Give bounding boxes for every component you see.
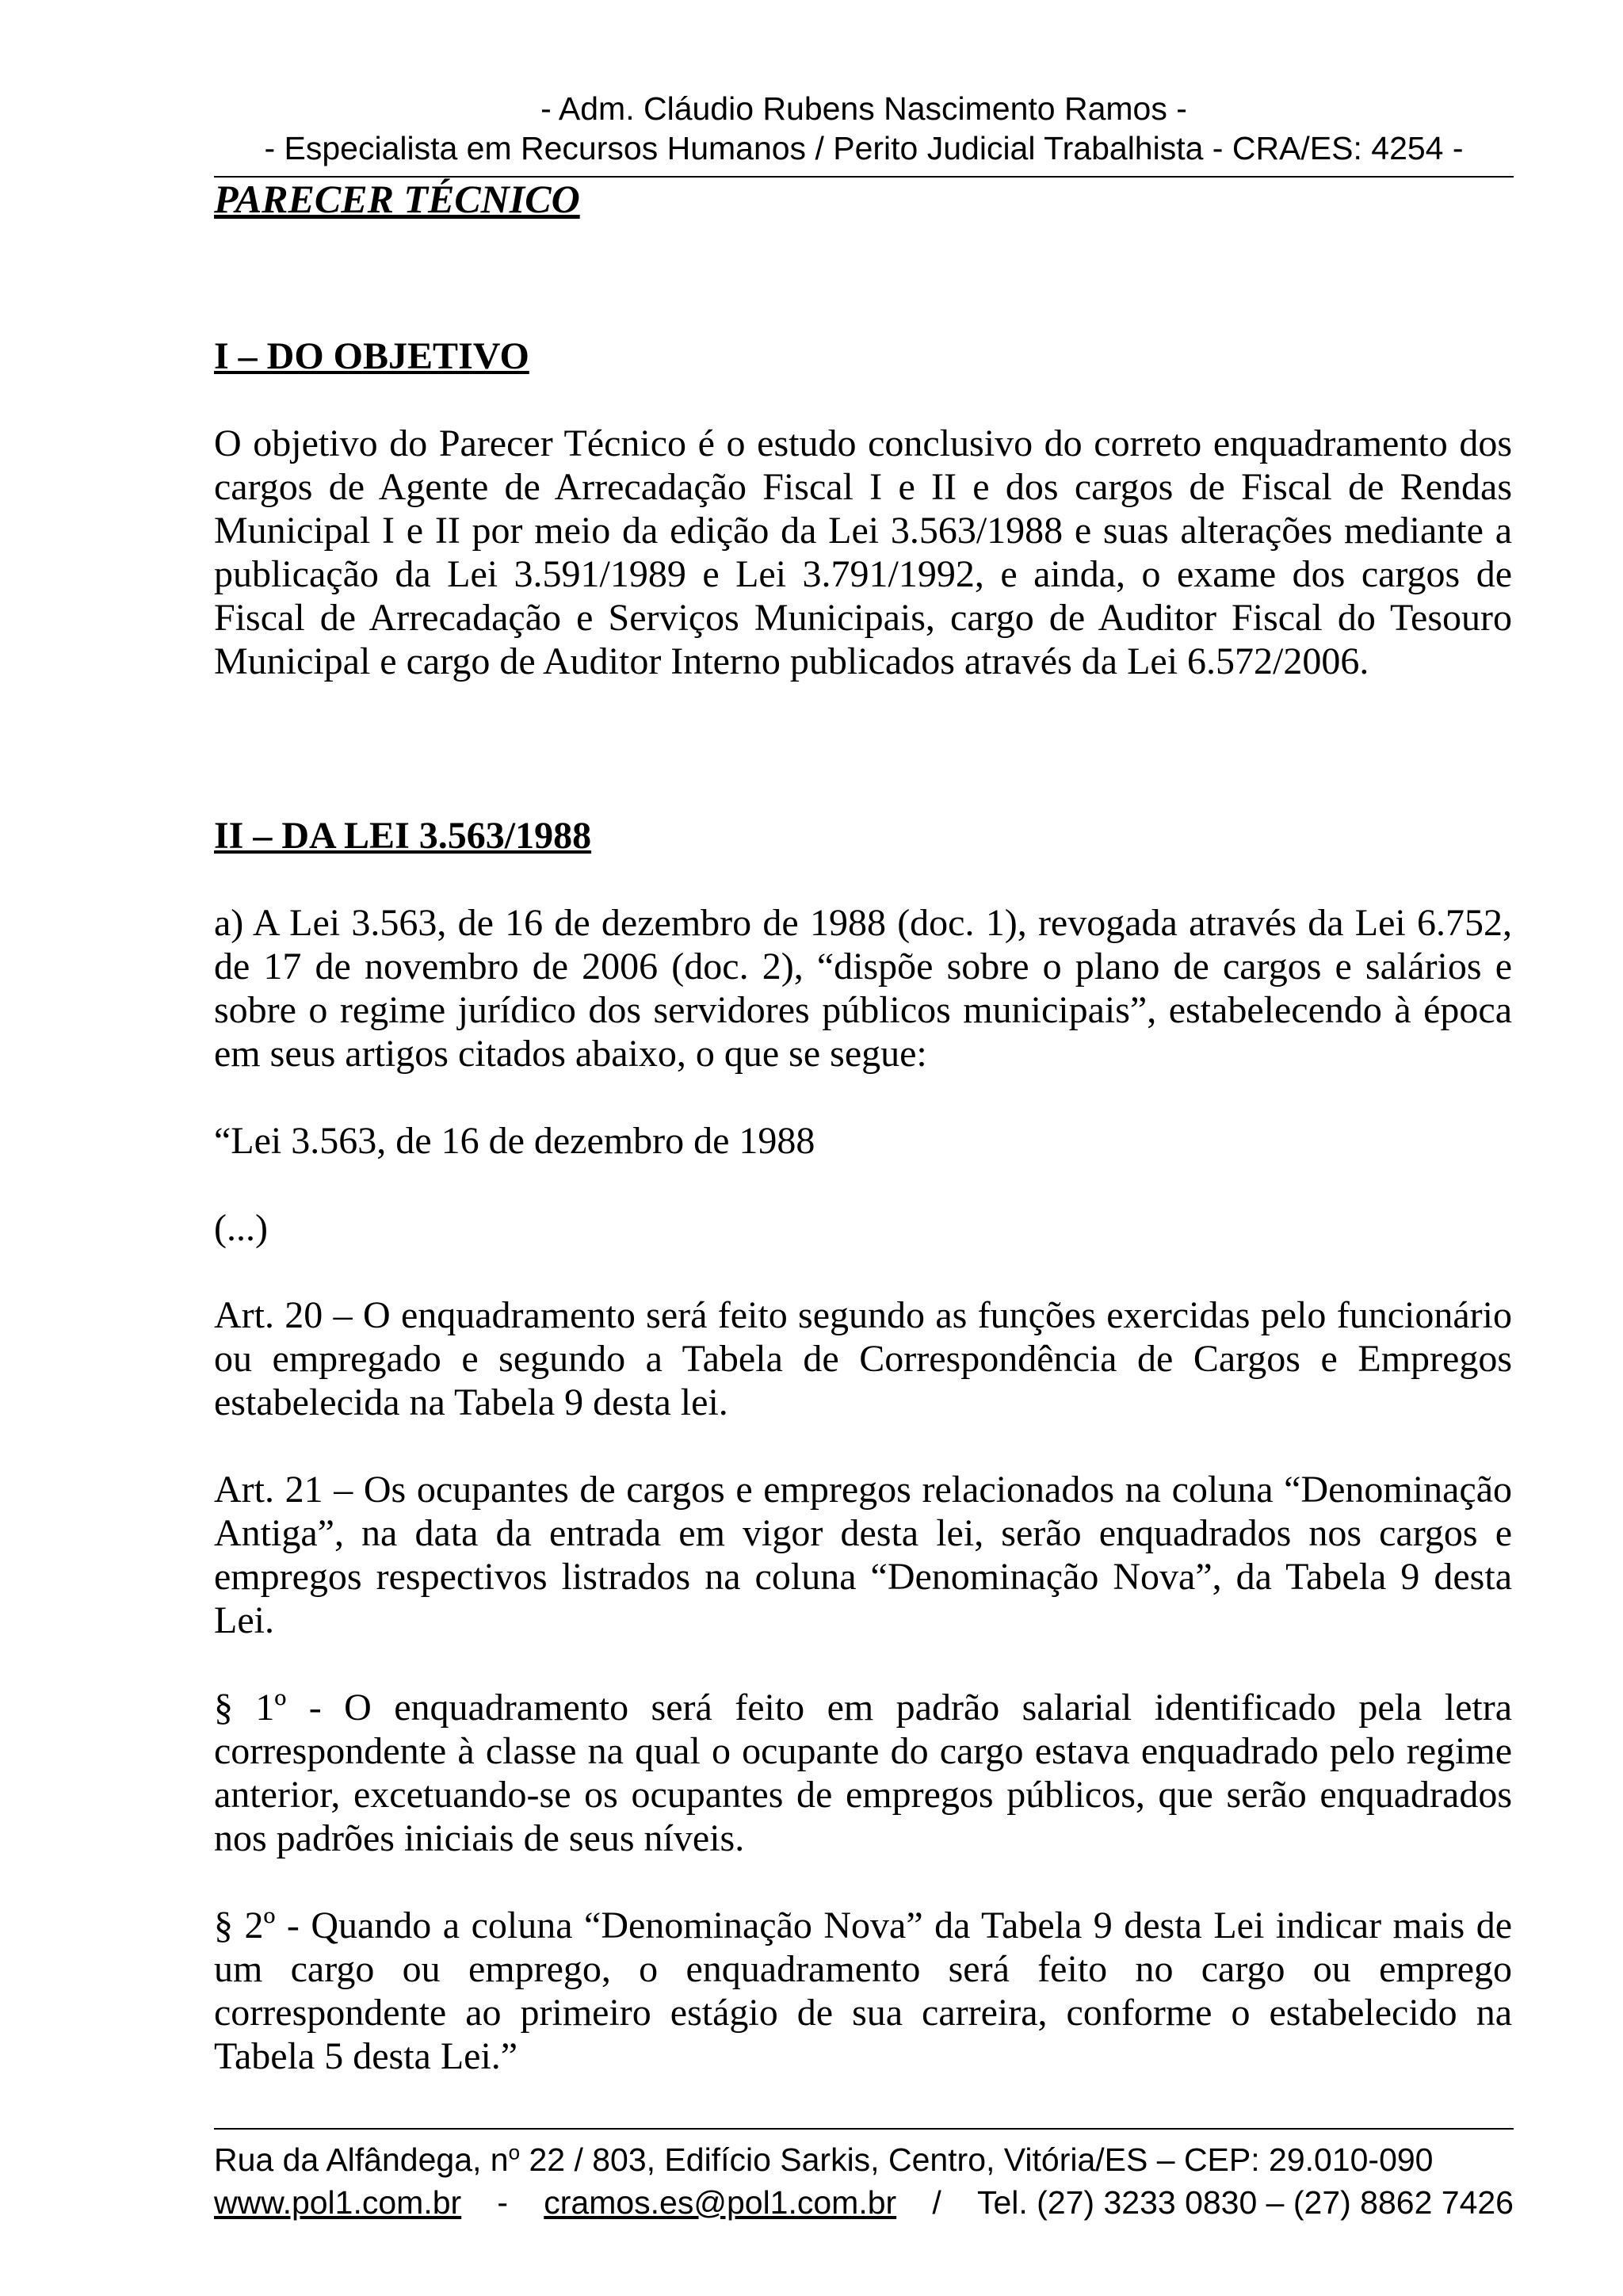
footer-contacts — [214, 2181, 1514, 2224]
article-21: Art. 21 – Os ocupantes de cargos e empregos relacionados na coluna “Denominação Antiga”, na data da entrada em vigor desta lei, serão enquadrados nos cargos e empregos respectivos listrados na coluna “Denominação Nova”, da Tabela 9 desta Lei. — [214, 1469, 1512, 1641]
phone-numbers: Tel. (27) 3233 0830 – (27) 8862 7426 — [976, 2184, 1514, 2221]
document-title: PARECER TÉCNICO — [214, 177, 580, 221]
paragraph-a: a) A Lei 3.563, de 16 de dezembro de 1988 (doc. 1), revogada através da Lei 6.752, de 17 de novembro de 2006 (doc. 2), “dispõe sobre o plano de cargos e salários e sobre o regime jurídico dos servidores públicos municipais”, estabelecendo à época em seus artigos citados abaixo, o que se segue: — [214, 902, 1512, 1075]
paragraph-1: § 1º - O enquadramento será feito em padrão salarial identificado pela letra correspondente à classe na qual o ocupante do cargo estava enquadrado pelo regime anterior, excetuando-se os ocupantes de empregos públicos, que serão enquadrados nos padrões iniciais de seus níveis. — [214, 1687, 1512, 1859]
section-heading-objetivo: I – DO OBJETIVO — [214, 335, 529, 377]
objetivo-paragraph: O objetivo do Parecer Técnico é o estudo conclusivo do correto enquadramento dos cargos de Agente de Arrecadação Fiscal I e II e dos cargos de Fiscal de Rendas Municipal I e II por meio da edição da Lei 3.563/1988 e suas alterações mediante a publicação da Lei 3.591/1989 e Lei 3.791/1992, e ainda, o exame dos cargos de Fiscal de Arrecadação e Serviços Municipais, cargo de Auditor Fiscal do Tesouro Municipal e cargo de Auditor Interno publicados através da Lei 6.572/2006. — [214, 422, 1512, 682]
address-street: Rua da Alfândega, n — [214, 2141, 509, 2178]
document-body — [214, 334, 1512, 2078]
letterhead-name: - Adm. Cláudio Rubens Nascimento Ramos - — [540, 90, 1187, 127]
section-heading-lei: II – DA LEI 3.563/1988 — [214, 815, 592, 857]
footer-divider — [214, 2128, 1514, 2130]
article-20: Art. 20 – O enquadramento será feito segundo as funções exercidas pelo funcionário ou empregado e segundo a Tabela de Correspondência de Cargos e Empregos estabelecida na Tabela 9 desta lei. — [214, 1294, 1512, 1423]
letterhead-credentials: - Especialista em Recursos Humanos / Perito Judicial Trabalhista - CRA/ES: 4254 - — [264, 130, 1464, 166]
letterhead — [214, 89, 1514, 168]
number-sign-superscript: o — [508, 2140, 521, 2164]
footer — [214, 2138, 1514, 2224]
quote-title: “Lei 3.563, de 16 de dezembro de 1988 — [214, 1120, 815, 1162]
footer-address — [214, 2138, 1514, 2181]
website-link[interactable]: www.pol1.com.br — [214, 2184, 462, 2221]
separator-slash: / — [932, 2184, 941, 2221]
separator-dash: - — [497, 2184, 509, 2221]
ellipsis: (...) — [214, 1207, 268, 1249]
paragraph-2: § 2º - Quando a coluna “Denominação Nova” da Tabela 9 desta Lei indicar mais de um cargo ou emprego, o enquadramento será feito no cargo ou emprego correspondente ao primeiro estágio de sua carreira, conforme o estabelecido na Tabela 5 desta Lei.” — [214, 1904, 1512, 2077]
address-rest: 22 / 803, Edifício Sarkis, Centro, Vitória/ES – CEP: 29.010-090 — [520, 2141, 1434, 2178]
email-link[interactable]: cramos.es@pol1.com.br — [544, 2184, 897, 2221]
